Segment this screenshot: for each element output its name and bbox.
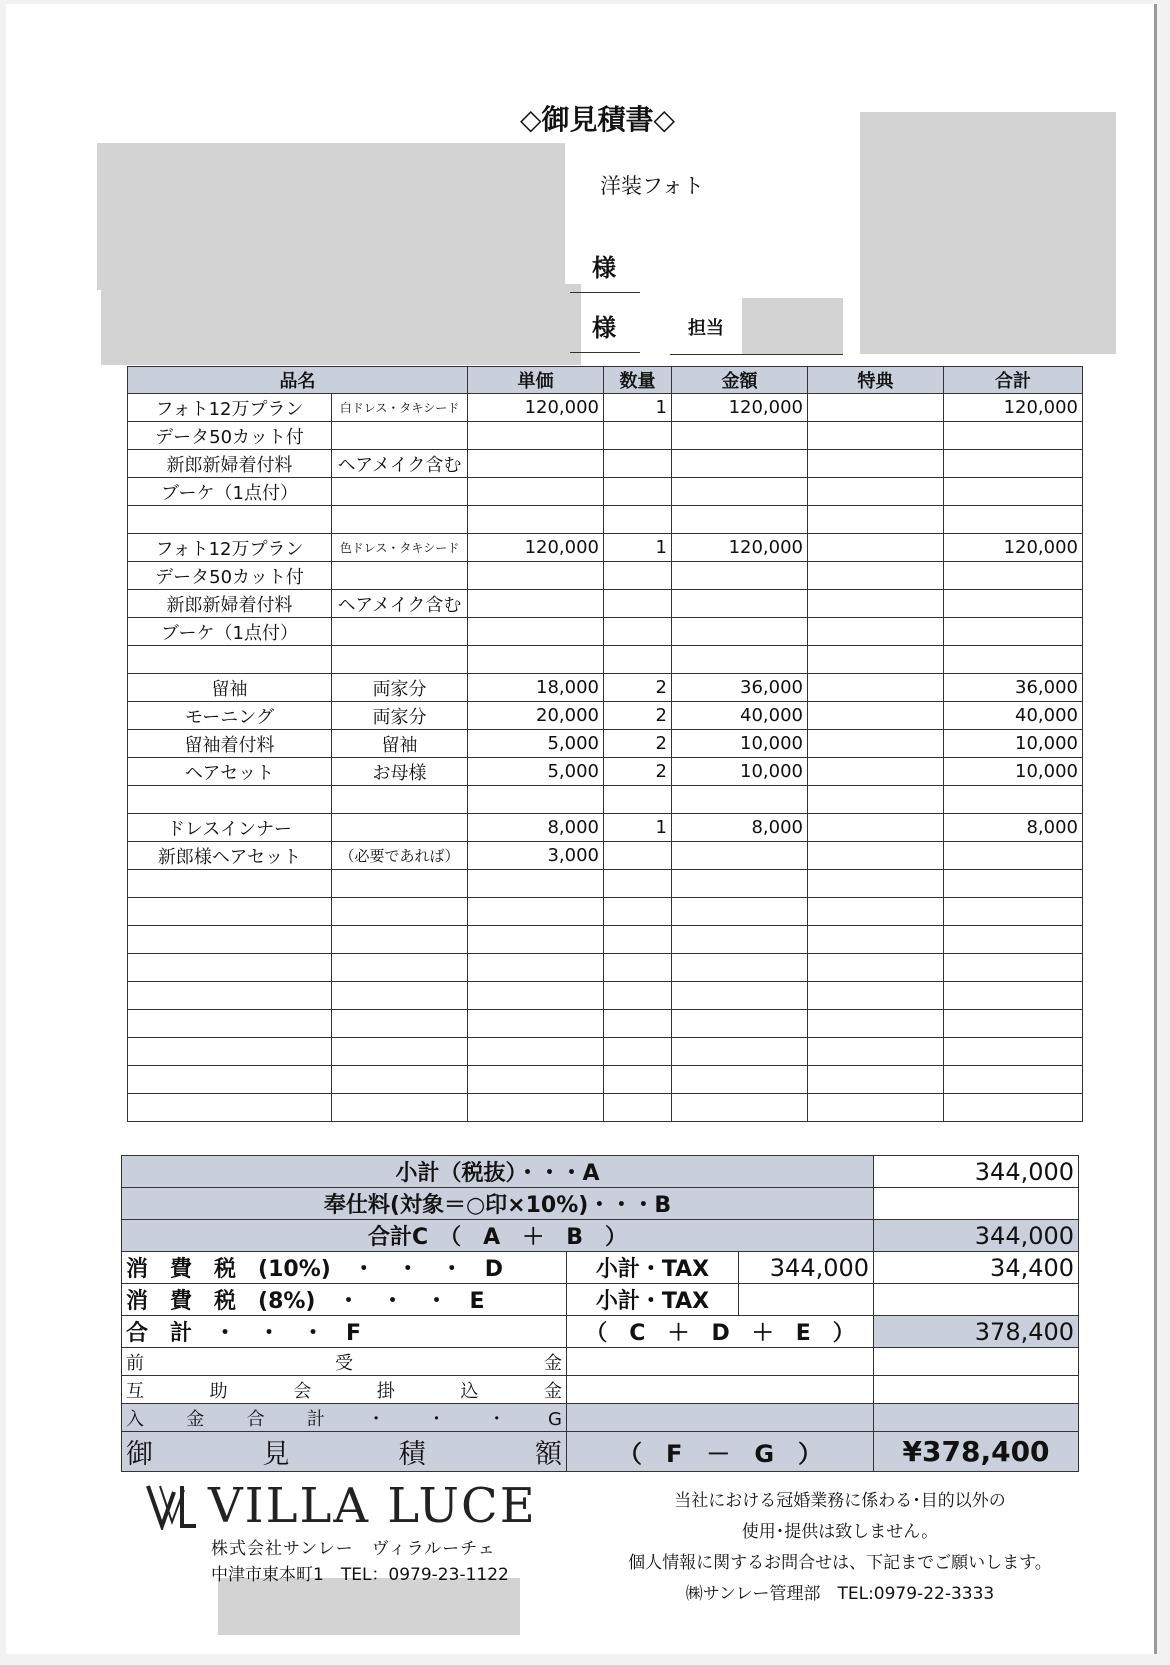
cell-bonus [808, 394, 944, 422]
cell-bonus [808, 870, 944, 898]
cell-bonus [808, 478, 944, 506]
tax8-sub-value [739, 1284, 874, 1316]
cell-total [944, 1010, 1083, 1038]
mutual-value [567, 1376, 874, 1404]
tax8-sub-label: 小計・TAX [567, 1284, 739, 1316]
cell-quantity [604, 506, 672, 534]
cell-bonus [808, 618, 944, 646]
cell-quantity: 2 [604, 674, 672, 702]
cell-unit-price [468, 506, 604, 534]
cell-item-name [128, 1010, 332, 1038]
cell-quantity: 2 [604, 730, 672, 758]
cell-quantity [604, 1038, 672, 1066]
cell-item-note [332, 1038, 468, 1066]
cell-item-note [332, 1066, 468, 1094]
cell-unit-price [468, 954, 604, 982]
cell-unit-price [468, 898, 604, 926]
tax10-label-a: 消 費 税 [126, 1257, 237, 1282]
cell-item-name: データ50カット付 [128, 562, 332, 590]
table-row [128, 534, 1083, 562]
cell-item-note [332, 786, 468, 814]
header-unit-price: 単価 [468, 367, 604, 394]
cell-amount [672, 1010, 808, 1038]
cell-amount [672, 506, 808, 534]
table-row [128, 674, 1083, 702]
cell-item-name [128, 1094, 332, 1122]
cell-amount [672, 618, 808, 646]
total-f-formula: （ C ＋ D ＋ E ） [567, 1316, 874, 1348]
cell-unit-price: 120,000 [468, 394, 604, 422]
cell-total [944, 646, 1083, 674]
cell-item-note [332, 478, 468, 506]
cell-item-name: ヘアセット [128, 758, 332, 786]
cell-total [944, 478, 1083, 506]
cell-total: 36,000 [944, 674, 1083, 702]
table-row [128, 646, 1083, 674]
redacted-staff-name [742, 298, 843, 354]
cell-total [944, 842, 1083, 870]
cell-quantity [604, 450, 672, 478]
notice-line-3: 個人情報に関するお問合せは、下記までご願いします。 [628, 1553, 1052, 1573]
cell-bonus [808, 674, 944, 702]
cell-item-note [332, 618, 468, 646]
cell-item-name: ブーケ（1点付） [128, 618, 332, 646]
cell-quantity [604, 590, 672, 618]
service-row [122, 1188, 1079, 1220]
tax8-row [122, 1284, 1079, 1316]
total-c-value: 344,000 [874, 1220, 1079, 1252]
header-bonus: 特典 [808, 367, 944, 394]
summary-table [121, 1155, 1079, 1472]
redacted-footer [218, 1578, 520, 1635]
cell-item-note [332, 814, 468, 842]
cell-amount [672, 422, 808, 450]
cell-amount [672, 982, 808, 1010]
cell-quantity: 1 [604, 814, 672, 842]
cell-total [944, 450, 1083, 478]
cell-total [944, 982, 1083, 1010]
cell-quantity [604, 870, 672, 898]
cell-unit-price [468, 618, 604, 646]
cell-amount [672, 646, 808, 674]
cell-unit-price [468, 590, 604, 618]
staff-label: 担当 [688, 318, 724, 339]
final-value: ¥378,400 [874, 1432, 1079, 1472]
cell-quantity [604, 646, 672, 674]
cell-amount [672, 590, 808, 618]
cell-bonus [808, 562, 944, 590]
cell-amount: 10,000 [672, 758, 808, 786]
cell-item-name: 新郎様ヘアセット [128, 842, 332, 870]
table-row [128, 870, 1083, 898]
cell-quantity [604, 1010, 672, 1038]
mutual-row [122, 1376, 1079, 1404]
tax10-label-b: (10%) ・ ・ ・ D [258, 1257, 504, 1282]
cell-quantity [604, 1094, 672, 1122]
cell-item-note: 留袖 [332, 730, 468, 758]
table-row [128, 898, 1083, 926]
tax8-label [122, 1284, 567, 1316]
header-quantity: 数量 [604, 367, 672, 394]
cell-bonus [808, 1066, 944, 1094]
tax10-row [122, 1252, 1079, 1284]
cell-unit-price [468, 786, 604, 814]
cell-unit-price: 120,000 [468, 534, 604, 562]
cell-total [944, 562, 1083, 590]
cell-unit-price [468, 926, 604, 954]
redacted-stamp-area [860, 112, 1116, 354]
cell-item-name [128, 506, 332, 534]
table-row [128, 618, 1083, 646]
header-item-name: 品名 [128, 367, 468, 394]
table-row [128, 926, 1083, 954]
cell-amount [672, 898, 808, 926]
notice-line-4: ㈱サンレー管理部 TEL:0979-22-3333 [685, 1584, 995, 1604]
cell-total [944, 422, 1083, 450]
cell-amount: 120,000 [672, 394, 808, 422]
cell-bonus [808, 506, 944, 534]
cell-total [944, 590, 1083, 618]
cell-amount [672, 870, 808, 898]
cell-bonus [808, 702, 944, 730]
cell-total [944, 926, 1083, 954]
cell-unit-price [468, 450, 604, 478]
cell-unit-price [468, 870, 604, 898]
advance-value [567, 1348, 874, 1376]
cell-amount [672, 562, 808, 590]
cell-unit-price [468, 982, 604, 1010]
cell-total: 10,000 [944, 758, 1083, 786]
privacy-notice [600, 1486, 1080, 1610]
table-row [128, 422, 1083, 450]
cell-amount [672, 1038, 808, 1066]
table-row [128, 730, 1083, 758]
tax10-label [122, 1252, 567, 1284]
cell-total: 8,000 [944, 814, 1083, 842]
cell-item-name [128, 982, 332, 1010]
subtotal-label: 小計（税抜）・・・A [122, 1156, 874, 1188]
cell-item-note [332, 646, 468, 674]
cell-total [944, 954, 1083, 982]
cell-bonus [808, 422, 944, 450]
cell-bonus [808, 1010, 944, 1038]
cell-item-note: （必要であれば） [332, 842, 468, 870]
total-c-label: 合計C （ A ＋ B ） [122, 1220, 874, 1252]
cell-unit-price: 8,000 [468, 814, 604, 842]
table-row [128, 590, 1083, 618]
cell-item-name: モーニング [128, 702, 332, 730]
header-total: 合計 [944, 367, 1083, 394]
subtotal-row [122, 1156, 1079, 1188]
cell-bonus [808, 954, 944, 982]
tax10-sub-label: 小計・TAX [567, 1252, 739, 1284]
cell-quantity: 1 [604, 394, 672, 422]
cell-bonus [808, 842, 944, 870]
cell-quantity [604, 926, 672, 954]
cell-unit-price [468, 646, 604, 674]
redacted-customer-name-1 [97, 143, 565, 290]
cell-amount [672, 450, 808, 478]
cell-amount [672, 926, 808, 954]
tax8-value [874, 1284, 1079, 1316]
cell-item-name: フォト12万プラン [128, 534, 332, 562]
cell-item-name [128, 870, 332, 898]
cell-total [944, 1066, 1083, 1094]
cell-item-note [332, 982, 468, 1010]
cell-bonus [808, 450, 944, 478]
cell-item-name: 留袖着付料 [128, 730, 332, 758]
cell-item-name [128, 1066, 332, 1094]
table-row [128, 842, 1083, 870]
mutual-total [874, 1376, 1079, 1404]
cell-quantity [604, 478, 672, 506]
company-name: 株式会社サンレー ヴィラルーチェ [211, 1539, 496, 1559]
cell-item-name: 留袖 [128, 674, 332, 702]
items-table [127, 366, 1083, 1122]
cell-item-note [332, 506, 468, 534]
cell-item-name: 新郎新婦着付料 [128, 450, 332, 478]
cell-unit-price [468, 562, 604, 590]
table-row [128, 954, 1083, 982]
cell-amount [672, 954, 808, 982]
cell-bonus [808, 1094, 944, 1122]
table-row [128, 1094, 1083, 1122]
service-value [874, 1188, 1079, 1220]
cell-item-note [332, 1094, 468, 1122]
cell-item-note: ヘアメイク含む [332, 450, 468, 478]
tax10-value: 34,400 [874, 1252, 1079, 1284]
cell-amount: 40,000 [672, 702, 808, 730]
cell-total: 40,000 [944, 702, 1083, 730]
cell-bonus [808, 898, 944, 926]
document-subtitle: 洋装フォト [600, 174, 704, 198]
cell-amount [672, 842, 808, 870]
cell-amount [672, 478, 808, 506]
honorific-2-underline [570, 352, 640, 353]
cell-bonus [808, 982, 944, 1010]
cell-total: 120,000 [944, 394, 1083, 422]
advance-label: 前 受 金 [122, 1348, 567, 1376]
cell-bonus [808, 758, 944, 786]
cell-total: 120,000 [944, 534, 1083, 562]
table-row [128, 982, 1083, 1010]
cell-quantity [604, 1066, 672, 1094]
total-f-label: 合 計 ・ ・ ・ F [122, 1316, 567, 1348]
cell-unit-price [468, 1066, 604, 1094]
cell-bonus [808, 730, 944, 758]
notice-line-2: 使用･提供は致しません。 [741, 1522, 939, 1542]
table-row [128, 814, 1083, 842]
vl-monogram-icon [146, 1482, 198, 1530]
document-title: ◇御見積書◇ [520, 103, 676, 136]
mutual-label: 互 助 会 掛 込 金 [122, 1376, 567, 1404]
table-row [128, 1010, 1083, 1038]
tax8-label-b: (8%) ・ ・ ・ E [258, 1289, 485, 1314]
cell-quantity [604, 982, 672, 1010]
cell-item-name: データ50カット付 [128, 422, 332, 450]
subtotal-value: 344,000 [874, 1156, 1079, 1188]
cell-quantity [604, 954, 672, 982]
table-row [128, 478, 1083, 506]
cell-quantity: 2 [604, 758, 672, 786]
cell-amount: 8,000 [672, 814, 808, 842]
final-label: 御 見 積 額 [122, 1432, 567, 1472]
honorific-1: 様 [592, 254, 616, 282]
service-label: 奉仕料(対象＝○印×10%)・・・B [122, 1188, 874, 1220]
cell-quantity: 1 [604, 534, 672, 562]
honorific-1-underline [570, 292, 640, 293]
items-header-row [128, 367, 1083, 394]
cell-unit-price: 18,000 [468, 674, 604, 702]
cell-unit-price: 20,000 [468, 702, 604, 730]
total-c-row [122, 1220, 1079, 1252]
cell-amount [672, 1066, 808, 1094]
cell-item-name [128, 786, 332, 814]
cell-amount: 10,000 [672, 730, 808, 758]
cell-item-name: 新郎新婦着付料 [128, 590, 332, 618]
cell-unit-price [468, 1010, 604, 1038]
notice-line-1: 当社における冠婚業務に係わる･目的以外の [674, 1491, 1006, 1511]
cell-item-note [332, 954, 468, 982]
cell-bonus [808, 786, 944, 814]
cell-total [944, 506, 1083, 534]
table-row [128, 702, 1083, 730]
cell-bonus [808, 590, 944, 618]
table-row [128, 394, 1083, 422]
cell-item-name [128, 646, 332, 674]
payment-total [874, 1404, 1079, 1432]
table-row [128, 1066, 1083, 1094]
final-formula: （ F － G ） [567, 1432, 874, 1472]
payment-value [567, 1404, 874, 1432]
tax10-sub-value: 344,000 [739, 1252, 874, 1284]
payment-label: 入 金 合 計 ・ ・ ・ G [122, 1404, 567, 1432]
advance-total [874, 1348, 1079, 1376]
cell-bonus [808, 1038, 944, 1066]
payment-row [122, 1404, 1079, 1432]
villa-luce-logo [146, 1478, 537, 1534]
cell-item-name: ドレスインナー [128, 814, 332, 842]
cell-quantity: 2 [604, 702, 672, 730]
cell-total [944, 1038, 1083, 1066]
cell-total [944, 870, 1083, 898]
cell-total [944, 786, 1083, 814]
redacted-customer-name-2 [101, 284, 581, 365]
cell-item-note: 両家分 [332, 702, 468, 730]
cell-amount [672, 1094, 808, 1122]
cell-item-note: ヘアメイク含む [332, 590, 468, 618]
cell-item-note: 両家分 [332, 674, 468, 702]
cell-total: 10,000 [944, 730, 1083, 758]
total-f-value: 378,400 [874, 1316, 1079, 1348]
cell-quantity [604, 842, 672, 870]
table-row [128, 506, 1083, 534]
cell-quantity [604, 618, 672, 646]
cell-item-name: フォト12万プラン [128, 394, 332, 422]
final-row [122, 1432, 1079, 1472]
cell-item-name [128, 898, 332, 926]
cell-amount: 120,000 [672, 534, 808, 562]
cell-item-name [128, 1038, 332, 1066]
company-address: 中津市東本町1 TEL：0979-23-1122 [211, 1565, 509, 1585]
cell-quantity [604, 422, 672, 450]
cell-total [944, 618, 1083, 646]
cell-unit-price: 5,000 [468, 730, 604, 758]
cell-item-note: お母様 [332, 758, 468, 786]
cell-quantity [604, 898, 672, 926]
cell-unit-price [468, 1038, 604, 1066]
cell-item-name [128, 954, 332, 982]
cell-bonus [808, 814, 944, 842]
tax8-label-a: 消 費 税 [126, 1289, 237, 1314]
table-row [128, 786, 1083, 814]
cell-item-note [332, 422, 468, 450]
cell-item-note: 白ドレス・タキシード [332, 394, 468, 422]
cell-item-note [332, 870, 468, 898]
honorific-2: 様 [592, 314, 616, 342]
staff-underline [670, 354, 843, 355]
cell-unit-price [468, 422, 604, 450]
cell-amount [672, 786, 808, 814]
table-row [128, 450, 1083, 478]
table-row [128, 758, 1083, 786]
cell-total [944, 898, 1083, 926]
cell-amount: 36,000 [672, 674, 808, 702]
table-row [128, 1038, 1083, 1066]
cell-bonus [808, 646, 944, 674]
advance-row [122, 1348, 1079, 1376]
total-f-row [122, 1316, 1079, 1348]
cell-unit-price [468, 1094, 604, 1122]
cell-quantity [604, 786, 672, 814]
cell-unit-price: 5,000 [468, 758, 604, 786]
cell-item-note [332, 562, 468, 590]
cell-item-name [128, 926, 332, 954]
cell-bonus [808, 534, 944, 562]
cell-total [944, 1094, 1083, 1122]
cell-unit-price: 3,000 [468, 842, 604, 870]
cell-item-note [332, 898, 468, 926]
header-amount: 金額 [672, 367, 808, 394]
cell-quantity [604, 562, 672, 590]
cell-item-note [332, 926, 468, 954]
cell-unit-price [468, 478, 604, 506]
cell-item-note [332, 1010, 468, 1038]
cell-bonus [808, 926, 944, 954]
cell-item-note: 色ドレス・タキシード [332, 534, 468, 562]
logo-text: VILLA LUCE [208, 1478, 537, 1534]
table-row [128, 562, 1083, 590]
cell-item-name: ブーケ（1点付） [128, 478, 332, 506]
